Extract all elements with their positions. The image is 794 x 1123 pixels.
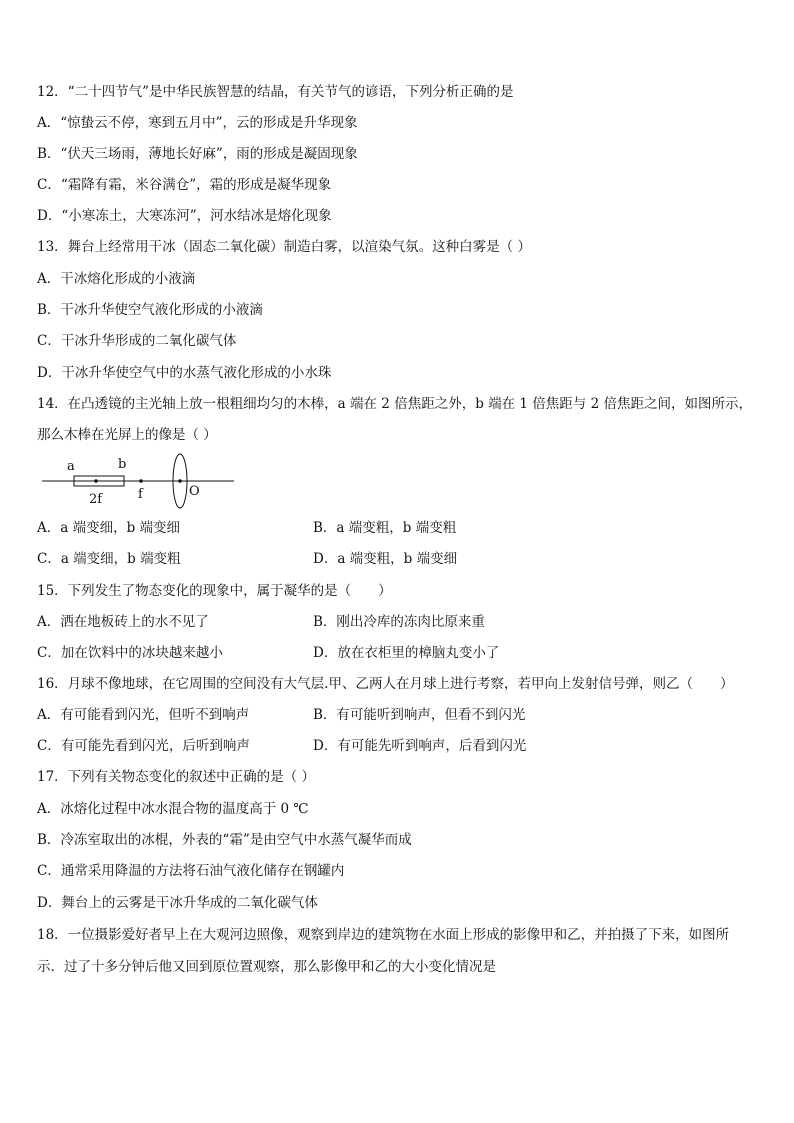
q16-stem: 16．月球不像地球，在它周围的空间没有大气层.甲、乙两人在月球上进行考察，若甲向上发射信号弹，则乙（ ） <box>37 676 734 692</box>
point-o <box>178 479 182 483</box>
q14-stem-line2: 那么木棒在光屏上的像是（ ） <box>37 427 217 443</box>
q12-option-d: D．“小寒冻土，大寒冻河”，河水结冰是熔化现象 <box>37 208 332 224</box>
q17-option-a: A．冰熔化过程中冰水混合物的温度高于 0 ℃ <box>37 801 309 817</box>
point-f <box>139 479 143 483</box>
q15-stem: 15．下列发生了物态变化的现象中，属于凝华的是（ ） <box>37 583 392 599</box>
q14-option-a: A．a 端变细，b 端变细 <box>37 520 181 536</box>
q12-option-b: B．“伏天三场雨，薄地长好麻”，雨的形成是凝固现象 <box>37 146 358 162</box>
q15-option-c: C．加在饮料中的冰块越来越小 <box>37 645 223 661</box>
q13-option-c: C．干冰升华形成的二氧化碳气体 <box>37 333 237 349</box>
q17-option-b: B．冷冻室取出的冰棍，外表的“霜”是由空气中水蒸气凝华而成 <box>37 832 412 848</box>
label-f: f <box>138 487 143 502</box>
q14-option-d: D．a 端变粗，b 端变细 <box>313 551 458 567</box>
q15-option-b: B．刚出冷库的冻肉比原来重 <box>313 614 485 630</box>
q16-option-c: C．有可能先看到闪光，后听到响声 <box>37 738 250 754</box>
q16-option-a: A．有可能看到闪光，但听不到响声 <box>37 707 250 723</box>
q17-stem: 17．下列有关物态变化的叙述中正确的是（ ） <box>37 769 315 785</box>
q14-option-b: B．a 端变粗，b 端变粗 <box>313 520 457 536</box>
q13-option-a: A．干冰熔化形成的小液滴 <box>37 271 196 287</box>
q15-option-d: D．放在衣柜里的樟脑丸变小了 <box>313 645 500 661</box>
q16-option-b: B．有可能听到响声，但看不到闪光 <box>313 707 526 723</box>
q16-option-d: D．有可能先听到响声，后看到闪光 <box>313 738 527 754</box>
q12-option-a: A．“惊蛰云不停，寒到五月中”，云的形成是升华现象 <box>37 115 358 131</box>
q12-option-c: C．“霜降有霜，米谷满仓”，霜的形成是凝华现象 <box>37 177 332 193</box>
label-a: a <box>67 459 75 474</box>
label-2f: 2f <box>89 492 103 507</box>
q13-option-b: B．干冰升华使空气液化形成的小液滴 <box>37 302 263 318</box>
q15-option-a: A．洒在地板砖上的水不见了 <box>37 614 209 630</box>
q14-stem-line1: 14．在凸透镜的主光轴上放一根粗细均匀的木棒，a 端在 2 倍焦距之外，b 端在 1 倍焦距与 2 倍焦距之间，如图所示， <box>37 396 752 412</box>
label-o: O <box>189 484 200 499</box>
q14-option-c: C．a 端变细，b 端变粗 <box>37 551 181 567</box>
q13-option-d: D．干冰升华使空气中的水蒸气液化形成的小水珠 <box>37 365 332 381</box>
q13-stem: 13．舞台上经常用干冰（固态二氧化碳）制造白雾，以渲染气氛。这种白雾是（ ） <box>37 239 531 255</box>
q12-stem: 12．“二十四节气”是中华民族智慧的结晶，有关节气的谚语，下列分析正确的是 <box>37 84 514 100</box>
q18-stem-line2: 示．过了十多分钟后他又回到原位置观察，那么影像甲和乙的大小变化情况是 <box>37 959 496 975</box>
q18-stem-line1: 18．一位摄影爱好者早上在大观河边照像，观察到岸边的建筑物在水面上形成的影像甲和乙，并拍摄了下来，如图所 <box>37 927 730 943</box>
lens-rod-diagram <box>38 453 238 509</box>
q17-option-c: C．通常采用降温的方法将石油气液化储存在钢罐内 <box>37 863 345 879</box>
point-2f <box>94 479 98 483</box>
label-b: b <box>118 457 127 472</box>
q17-option-d: D．舞台上的云雾是干冰升华成的二氧化碳气体 <box>37 895 318 911</box>
